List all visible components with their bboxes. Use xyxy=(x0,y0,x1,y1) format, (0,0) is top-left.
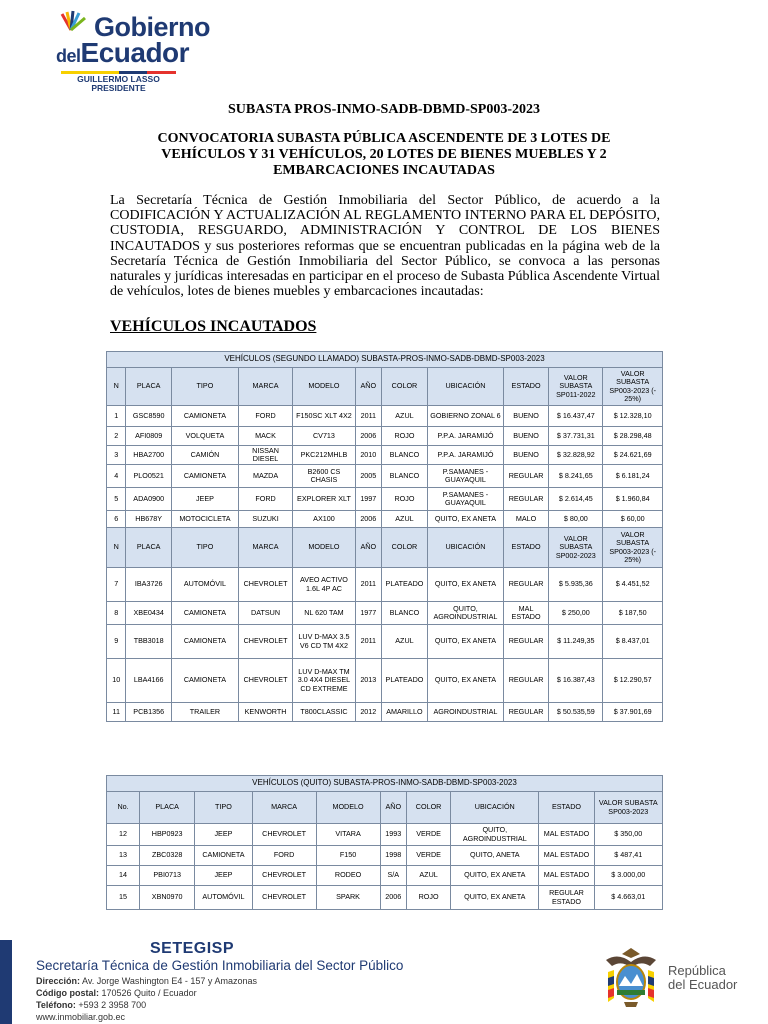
table-cell: IBA3726 xyxy=(126,568,171,602)
column-header: ESTADO xyxy=(539,792,594,824)
column-header: COLOR xyxy=(381,368,427,406)
table-cell: MAZDA xyxy=(238,465,292,488)
table-cell: 8 xyxy=(107,602,126,625)
table-cell: $ 1.960,84 xyxy=(603,488,663,511)
table-row xyxy=(107,427,663,446)
table-cell: FORD xyxy=(238,406,292,427)
table-cell: 2011 xyxy=(355,406,381,427)
table-cell: $ 8.241,65 xyxy=(549,465,603,488)
column-header: AÑO xyxy=(355,368,381,406)
table-cell: HB678Y xyxy=(126,511,171,528)
table-row xyxy=(107,659,663,703)
table-cell: BUENO xyxy=(503,446,548,465)
table-cell: $ 350,00 xyxy=(594,824,662,846)
table-cell: $ 250,00 xyxy=(549,602,603,625)
column-header: TIPO xyxy=(195,792,252,824)
table-cell: CHEVROLET xyxy=(238,568,292,602)
table-cell: PLATEADO xyxy=(381,659,427,703)
table-cell: FORD xyxy=(238,488,292,511)
table-cell: $ 187,50 xyxy=(603,602,663,625)
footer-phone: Teléfono: +593 2 3958 700 xyxy=(36,1000,147,1010)
footer-org: Secretaría Técnica de Gestión Inmobiliaria del Sector Público xyxy=(36,958,404,973)
footer-address: Dirección: Av. Jorge Washington E4 - 157 y Amazonas xyxy=(36,976,257,986)
table-row xyxy=(107,703,663,722)
column-header: COLOR xyxy=(381,528,427,568)
table-cell: AZUL xyxy=(381,625,427,659)
table-cell: PKC212MHLB xyxy=(293,446,356,465)
table-cell: 2012 xyxy=(355,703,381,722)
table-cell: EXPLORER XLT xyxy=(293,488,356,511)
table-row xyxy=(107,625,663,659)
table-cell: B2600 CS CHASIS xyxy=(293,465,356,488)
table-cell: QUITO, EX ANETA xyxy=(428,568,504,602)
table-cell: QUITO, EX ANETA xyxy=(428,659,504,703)
table-cell: ROJO xyxy=(381,427,427,446)
column-header: PLACA xyxy=(140,792,195,824)
table-cell: $ 28.298,48 xyxy=(603,427,663,446)
table-cell: BLANCO xyxy=(381,602,427,625)
logo-ecuador-text: delEcuador xyxy=(56,37,190,68)
table-cell: 2011 xyxy=(355,625,381,659)
table-cell: CAMIONETA xyxy=(195,846,252,866)
table-cell: CV713 xyxy=(293,427,356,446)
table-cell: $ 6.181,24 xyxy=(603,465,663,488)
table-cell: KENWORTH xyxy=(238,703,292,722)
table-row xyxy=(107,488,663,511)
table-cell: VERDE xyxy=(407,846,451,866)
table-caption: VEHÍCULOS (SEGUNDO LLAMADO) SUBASTA-PROS-INMO-SADB-DBMD-SP003-2023 xyxy=(107,352,663,368)
table-cell: GOBIERNO ZONAL 6 xyxy=(428,406,504,427)
table-cell: F150 xyxy=(316,846,380,866)
table-row xyxy=(107,866,663,886)
table-cell: $ 80,00 xyxy=(549,511,603,528)
footer-postal: Código postal: 170526 Quito / Ecuador xyxy=(36,988,197,998)
table-cell: REGULAR xyxy=(503,659,548,703)
table-cell: REGULAR xyxy=(503,703,548,722)
table-cell: 2006 xyxy=(380,886,406,910)
table-cell: JEEP xyxy=(171,488,238,511)
table-cell: 15 xyxy=(107,886,140,910)
footer-accent-bar xyxy=(0,940,12,1024)
table-header-row xyxy=(107,368,663,406)
table-row xyxy=(107,406,663,427)
table-cell: AMARILLO xyxy=(381,703,427,722)
table-row xyxy=(107,568,663,602)
table-cell: LUV D-MAX 3.5 V6 CD TM 4X2 xyxy=(293,625,356,659)
table-cell: $ 3.000,00 xyxy=(594,866,662,886)
column-header: UBICACIÓN xyxy=(428,528,504,568)
table-cell: $ 50.535,59 xyxy=(549,703,603,722)
column-header: No. xyxy=(107,792,140,824)
gobierno-logo xyxy=(34,6,210,98)
table-cell: 6 xyxy=(107,511,126,528)
table-cell: 14 xyxy=(107,866,140,886)
table-cell: QUITO, EX ANETA xyxy=(428,625,504,659)
table-cell: $ 4.663,01 xyxy=(594,886,662,910)
table-cell: 2006 xyxy=(355,511,381,528)
table-cell: P.P.A. JARAMIJÓ xyxy=(428,446,504,465)
logo-gobierno-text: Gobierno xyxy=(94,12,210,42)
column-header: UBICACIÓN xyxy=(451,792,539,824)
table-cell: ADA0900 xyxy=(126,488,171,511)
table-row xyxy=(107,886,663,910)
column-header: PLACA xyxy=(126,528,171,568)
table-cell: SUZUKI xyxy=(238,511,292,528)
table-cell: BUENO xyxy=(503,406,548,427)
table-cell: NL 620 TAM xyxy=(293,602,356,625)
document-title: SUBASTA PROS-INMO-SADB-DBMD-SP003-2023 xyxy=(227,102,541,117)
column-header: VALOR SUBASTA SP003-2023 (- 25%) xyxy=(603,528,663,568)
table-cell: REGULAR xyxy=(503,568,548,602)
table-row xyxy=(107,465,663,488)
table-cell: $ 5.935,36 xyxy=(549,568,603,602)
table-cell: MAL ESTADO xyxy=(539,824,594,846)
table-cell: 2010 xyxy=(355,446,381,465)
footer-brand: SETEGISP xyxy=(150,940,235,957)
table-cell: $ 32.828,92 xyxy=(549,446,603,465)
table-cell: 1 xyxy=(107,406,126,427)
table-cell: $ 60,00 xyxy=(603,511,663,528)
table-cell: $ 37.901,69 xyxy=(603,703,663,722)
table-cell: $ 12.290,57 xyxy=(603,659,663,703)
column-header: COLOR xyxy=(407,792,451,824)
coat-of-arms-icon xyxy=(600,944,662,1010)
table-cell: REGULAR ESTADO xyxy=(539,886,594,910)
table-cell: 7 xyxy=(107,568,126,602)
table-cell: ROJO xyxy=(381,488,427,511)
table-cell: CAMIONETA xyxy=(171,406,238,427)
table-cell: AVEO ACTIVO 1.6L 4P AC xyxy=(293,568,356,602)
table-cell: $ 37.731,31 xyxy=(549,427,603,446)
table-cell: $ 4.451,52 xyxy=(603,568,663,602)
column-header: MARCA xyxy=(238,528,292,568)
table-cell: CAMIONETA xyxy=(171,465,238,488)
column-header: MODELO xyxy=(316,792,380,824)
column-header: VALOR SUBASTA SP011-2022 xyxy=(549,368,603,406)
table-header-row xyxy=(107,792,663,824)
table-cell: QUITO, EX ANETA xyxy=(451,886,539,910)
table-cell: JEEP xyxy=(195,824,252,846)
table-cell: REGULAR xyxy=(503,488,548,511)
table-cell: MALO xyxy=(503,511,548,528)
sun-logo-icon xyxy=(56,10,86,32)
table-cell: 2011 xyxy=(355,568,381,602)
table-cell: QUITO, AGROINDUSTRIAL xyxy=(451,824,539,846)
table-cell: AFI0809 xyxy=(126,427,171,446)
table-cell: 1977 xyxy=(355,602,381,625)
intro-paragraph: La Secretaría Técnica de Gestión Inmobiliaria del Sector Público, de acuerdo a la CODIFICACIÓN Y ACTUALIZACIÓN AL REGLAMENTO INTERNO PARA EL DEPÓSITO, CUSTODIA, RESGUARDO, ADMINISTRACIÓN Y CONTROL DE LOS BIENES INCAUTADOS y sus posteriores reformas que se encuentran publicadas en la página web de la Secretaría Técnica de Gestión Inmobiliaria del Sector Público, se convoca a las personas naturales y jurídicas interesadas en participar en el proceso de Subasta Pública Ascendente Virtual de vehículos, lotes de bienes muebles y embarcaciones incautadas: xyxy=(110,193,660,300)
table-cell: P.SAMANES - GUAYAQUIL xyxy=(428,488,504,511)
table-cell: 9 xyxy=(107,625,126,659)
table-cell: VERDE xyxy=(407,824,451,846)
column-header: VALOR SUBASTA SP002-2023 xyxy=(549,528,603,568)
table-cell: MACK xyxy=(238,427,292,446)
table-cell: PLO0521 xyxy=(126,465,171,488)
table-cell: QUITO, AGROINDUSTRIAL xyxy=(428,602,504,625)
table-cell: LUV D-MAX TM 3.0 4X4 DIESEL CD EXTREME xyxy=(293,659,356,703)
column-header: ESTADO xyxy=(503,368,548,406)
table-cell: P.SAMANES - GUAYAQUIL xyxy=(428,465,504,488)
table-cell: XBN0970 xyxy=(140,886,195,910)
table-cell: TBB3018 xyxy=(126,625,171,659)
column-header: ESTADO xyxy=(503,528,548,568)
table-cell: 13 xyxy=(107,846,140,866)
table-cell: T800CLASSIC xyxy=(293,703,356,722)
table-cell: ROJO xyxy=(407,886,451,910)
table-cell: $ 487,41 xyxy=(594,846,662,866)
table-cell: LBA4166 xyxy=(126,659,171,703)
table-cell: HBP0923 xyxy=(140,824,195,846)
table-cell: S/A xyxy=(380,866,406,886)
table-cell: AZUL xyxy=(381,406,427,427)
table-cell: 4 xyxy=(107,465,126,488)
table-cell: 1993 xyxy=(380,824,406,846)
table-cell: GSC8590 xyxy=(126,406,171,427)
column-header: PLACA xyxy=(126,368,171,406)
table-cell: REGULAR xyxy=(503,465,548,488)
column-header: TIPO xyxy=(171,368,238,406)
table-cell: 1997 xyxy=(355,488,381,511)
document-subtitle: CONVOCATORIA SUBASTA PÚBLICA ASCENDENTE DE 3 LOTES DE VEHÍCULOS Y 31 VEHÍCULOS, 20 LOTES DE BIENES MUEBLES Y 2 EMBARCACIONES INCAUTADAS xyxy=(157,131,611,178)
column-header: VALOR SUBASTA SP003-2023 (- 25%) xyxy=(603,368,663,406)
table-cell: VITARA xyxy=(316,824,380,846)
table-cell: $ 16.437,47 xyxy=(549,406,603,427)
table-cell: F150SC XLT 4X2 xyxy=(293,406,356,427)
table-cell: RODEO xyxy=(316,866,380,886)
table-cell: 2005 xyxy=(355,465,381,488)
table-cell: CHEVROLET xyxy=(238,659,292,703)
table-cell: AGROINDUSTRIAL xyxy=(428,703,504,722)
table-cell: 12 xyxy=(107,824,140,846)
column-header: MARCA xyxy=(238,368,292,406)
table-cell: CAMIÓN xyxy=(171,446,238,465)
table-cell: CAMIONETA xyxy=(171,602,238,625)
table-cell: $ 12.328,10 xyxy=(603,406,663,427)
table-cell: BLANCO xyxy=(381,446,427,465)
table-cell: QUITO, ANETA xyxy=(451,846,539,866)
table-cell: QUITO, EX ANETA xyxy=(428,511,504,528)
vehicles-quito-table xyxy=(106,775,663,910)
table-cell: BLANCO xyxy=(381,465,427,488)
table-cell: CHEVROLET xyxy=(252,866,316,886)
footer-website: www.inmobiliar.gob.ec xyxy=(36,1012,126,1022)
table-cell: AZUL xyxy=(407,866,451,886)
table-row xyxy=(107,846,663,866)
table-cell: 5 xyxy=(107,488,126,511)
table-cell: $ 11.249,35 xyxy=(549,625,603,659)
table-cell: 2 xyxy=(107,427,126,446)
table-cell: MAL ESTADO xyxy=(539,866,594,886)
table-cell: MOTOCICLETA xyxy=(171,511,238,528)
table-row xyxy=(107,446,663,465)
column-header: N xyxy=(107,528,126,568)
table-cell: SPARK xyxy=(316,886,380,910)
table-cell: PCB1356 xyxy=(126,703,171,722)
table-cell: $ 2.614,45 xyxy=(549,488,603,511)
table-cell: AZUL xyxy=(381,511,427,528)
table-cell: VOLQUETA xyxy=(171,427,238,446)
column-header: AÑO xyxy=(355,528,381,568)
table-cell: PLATEADO xyxy=(381,568,427,602)
table-cell: $ 16.387,43 xyxy=(549,659,603,703)
column-header: MODELO xyxy=(293,368,356,406)
logo-president: GUILLERMO LASSO PRESIDENTE xyxy=(77,74,160,94)
table-cell: MAL ESTADO xyxy=(539,846,594,866)
table-cell: XBE0434 xyxy=(126,602,171,625)
table-row xyxy=(107,511,663,528)
table-cell: CHEVROLET xyxy=(238,625,292,659)
table-cell: CAMIONETA xyxy=(171,625,238,659)
table-cell: AUTOMÓVIL xyxy=(171,568,238,602)
column-header: AÑO xyxy=(380,792,406,824)
table-cell: $ 8.437,01 xyxy=(603,625,663,659)
table-cell: NISSAN DIESEL xyxy=(238,446,292,465)
table-cell: AUTOMÓVIL xyxy=(195,886,252,910)
table-cell: MAL ESTADO xyxy=(503,602,548,625)
column-header: UBICACIÓN xyxy=(428,368,504,406)
table-cell: 11 xyxy=(107,703,126,722)
table-cell: AX100 xyxy=(293,511,356,528)
table-cell: 3 xyxy=(107,446,126,465)
table-cell: JEEP xyxy=(195,866,252,886)
column-header: MARCA xyxy=(252,792,316,824)
table-cell: ZBC0328 xyxy=(140,846,195,866)
vehicles-second-call-table xyxy=(106,351,663,722)
table-cell: FORD xyxy=(252,846,316,866)
republic-label: República del Ecuador xyxy=(668,963,738,992)
table-cell: CHEVROLET xyxy=(252,886,316,910)
section-heading: VEHÍCULOS INCAUTADOS xyxy=(110,318,317,335)
table-cell: CAMIONETA xyxy=(171,659,238,703)
table-row xyxy=(107,824,663,846)
table-cell: BUENO xyxy=(503,427,548,446)
table-cell: DATSUN xyxy=(238,602,292,625)
table-cell: 10 xyxy=(107,659,126,703)
table-cell: PBI0713 xyxy=(140,866,195,886)
table-cell: 2006 xyxy=(355,427,381,446)
table-cell: TRAILER xyxy=(171,703,238,722)
column-header: N xyxy=(107,368,126,406)
table-caption: VEHÍCULOS (QUITO) SUBASTA-PROS-INMO-SADB-DBMD-SP003-2023 xyxy=(107,776,663,792)
column-header: VALOR SUBASTA SP003-2023 xyxy=(594,792,662,824)
table-cell: 1998 xyxy=(380,846,406,866)
table-cell: $ 24.621,69 xyxy=(603,446,663,465)
table-cell: P.P.A. JARAMIJÓ xyxy=(428,427,504,446)
column-header: MODELO xyxy=(293,528,356,568)
table-cell: CHEVROLET xyxy=(252,824,316,846)
table-cell: 2013 xyxy=(355,659,381,703)
table-row xyxy=(107,602,663,625)
column-header: TIPO xyxy=(171,528,238,568)
table-cell: QUITO, EX ANETA xyxy=(451,866,539,886)
table-cell: HBA2700 xyxy=(126,446,171,465)
table-header-row xyxy=(107,528,663,568)
table-cell: REGULAR xyxy=(503,625,548,659)
